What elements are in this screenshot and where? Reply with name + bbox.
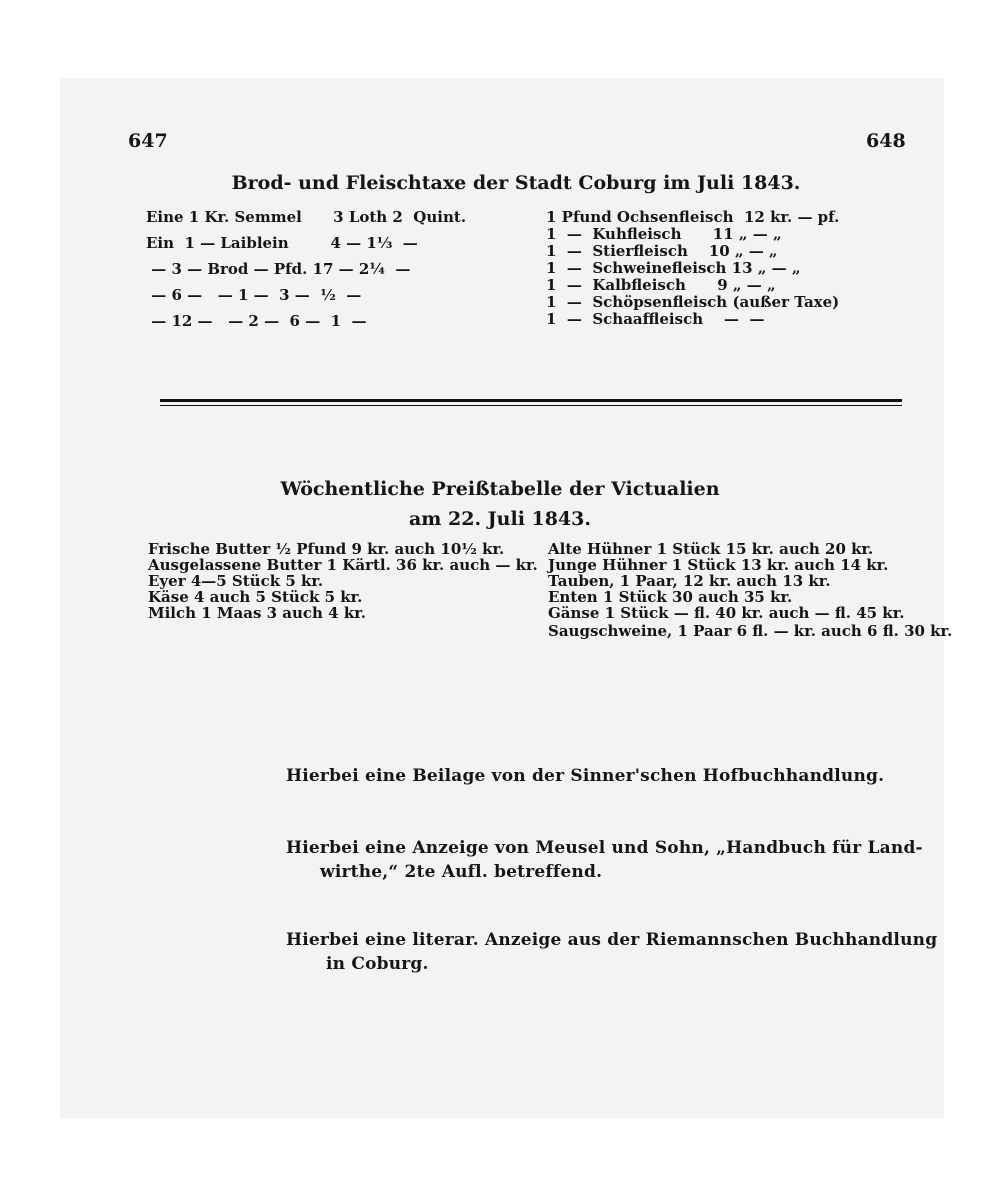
victual-item: Alte Hühner 1 Stück 15 kr. auch 20 kr.	[548, 540, 874, 558]
section-divider	[160, 399, 902, 402]
notice-literar-line1: Hierbei eine literar. Anzeige aus der Riemannschen Buchhandlung	[286, 930, 938, 950]
page-number-right: 648	[866, 130, 906, 152]
victual-item: Käse 4 auch 5 Stück 5 kr.	[148, 588, 363, 606]
section-title-brodtaxe: Brod- und Fleischtaxe der Stadt Coburg im Juli 1843.	[231, 172, 801, 194]
meat-line: 1 Pfund Ochsenfleisch 12 kr. — pf.	[546, 208, 840, 226]
notice-anzeige-line1: Hierbei eine Anzeige von Meusel und Sohn, „Handbuch für Land-	[286, 838, 923, 858]
victual-item: Tauben, 1 Paar, 12 kr. auch 13 kr.	[548, 572, 831, 590]
section-divider-thin	[160, 405, 902, 406]
meat-line: 1 — Schöpsenfleisch (außer Taxe)	[546, 293, 840, 311]
bread-line: — 3 — Brod — Pfd. 17 — 2¼ —	[146, 260, 411, 278]
victual-item: Enten 1 Stück 30 auch 35 kr.	[548, 588, 793, 606]
notice-anzeige-line2: wirthe,“ 2te Aufl. betreffend.	[320, 862, 603, 882]
bread-line: Ein 1 — Laiblein 4 — 1⅓ —	[146, 234, 418, 252]
meat-line: 1 — Kalbfleisch 9 „ — „	[546, 276, 776, 294]
meat-line: 1 — Kuhfleisch 11 „ — „	[546, 225, 782, 243]
victual-item: Milch 1 Maas 3 auch 4 kr.	[148, 604, 366, 622]
section-title-preistabelle: Wöchentliche Preißtabelle der Victualien	[280, 478, 720, 500]
victual-item: Ausgelassene Butter 1 Kärtl. 36 kr. auch — kr.	[148, 556, 538, 574]
bread-line: — 6 — — 1 — 3 — ½ —	[146, 286, 362, 304]
bread-line: Eine 1 Kr. Semmel 3 Loth 2 Quint.	[146, 208, 467, 226]
victual-item: Junge Hühner 1 Stück 13 kr. auch 14 kr.	[548, 556, 889, 574]
meat-line: 1 — Stierfleisch 10 „ — „	[546, 242, 778, 260]
section-date: am 22. Juli 1843.	[408, 508, 592, 530]
bread-line: — 12 — — 2 — 6 — 1 —	[146, 312, 367, 330]
meat-line: 1 — Schaaffleisch — —	[546, 310, 765, 328]
victual-item: Frische Butter ½ Pfund 9 kr. auch 10½ kr.	[148, 540, 505, 558]
victual-item: Gänse 1 Stück — fl. 40 kr. auch — fl. 45 kr.	[548, 604, 905, 622]
notice-literar-line2: in Coburg.	[326, 954, 429, 974]
meat-line: 1 — Schweinefleisch 13 „ — „	[546, 259, 801, 277]
victual-item: Eyer 4—5 Stück 5 kr.	[148, 572, 324, 590]
victual-item: Saugschweine, 1 Paar 6 fl. — kr. auch 6 fl. 30 kr.	[548, 622, 953, 640]
page-number-left: 647	[128, 130, 168, 152]
notice-beilage: Hierbei eine Beilage von der Sinner'schen Hofbuchhandlung.	[286, 766, 885, 786]
